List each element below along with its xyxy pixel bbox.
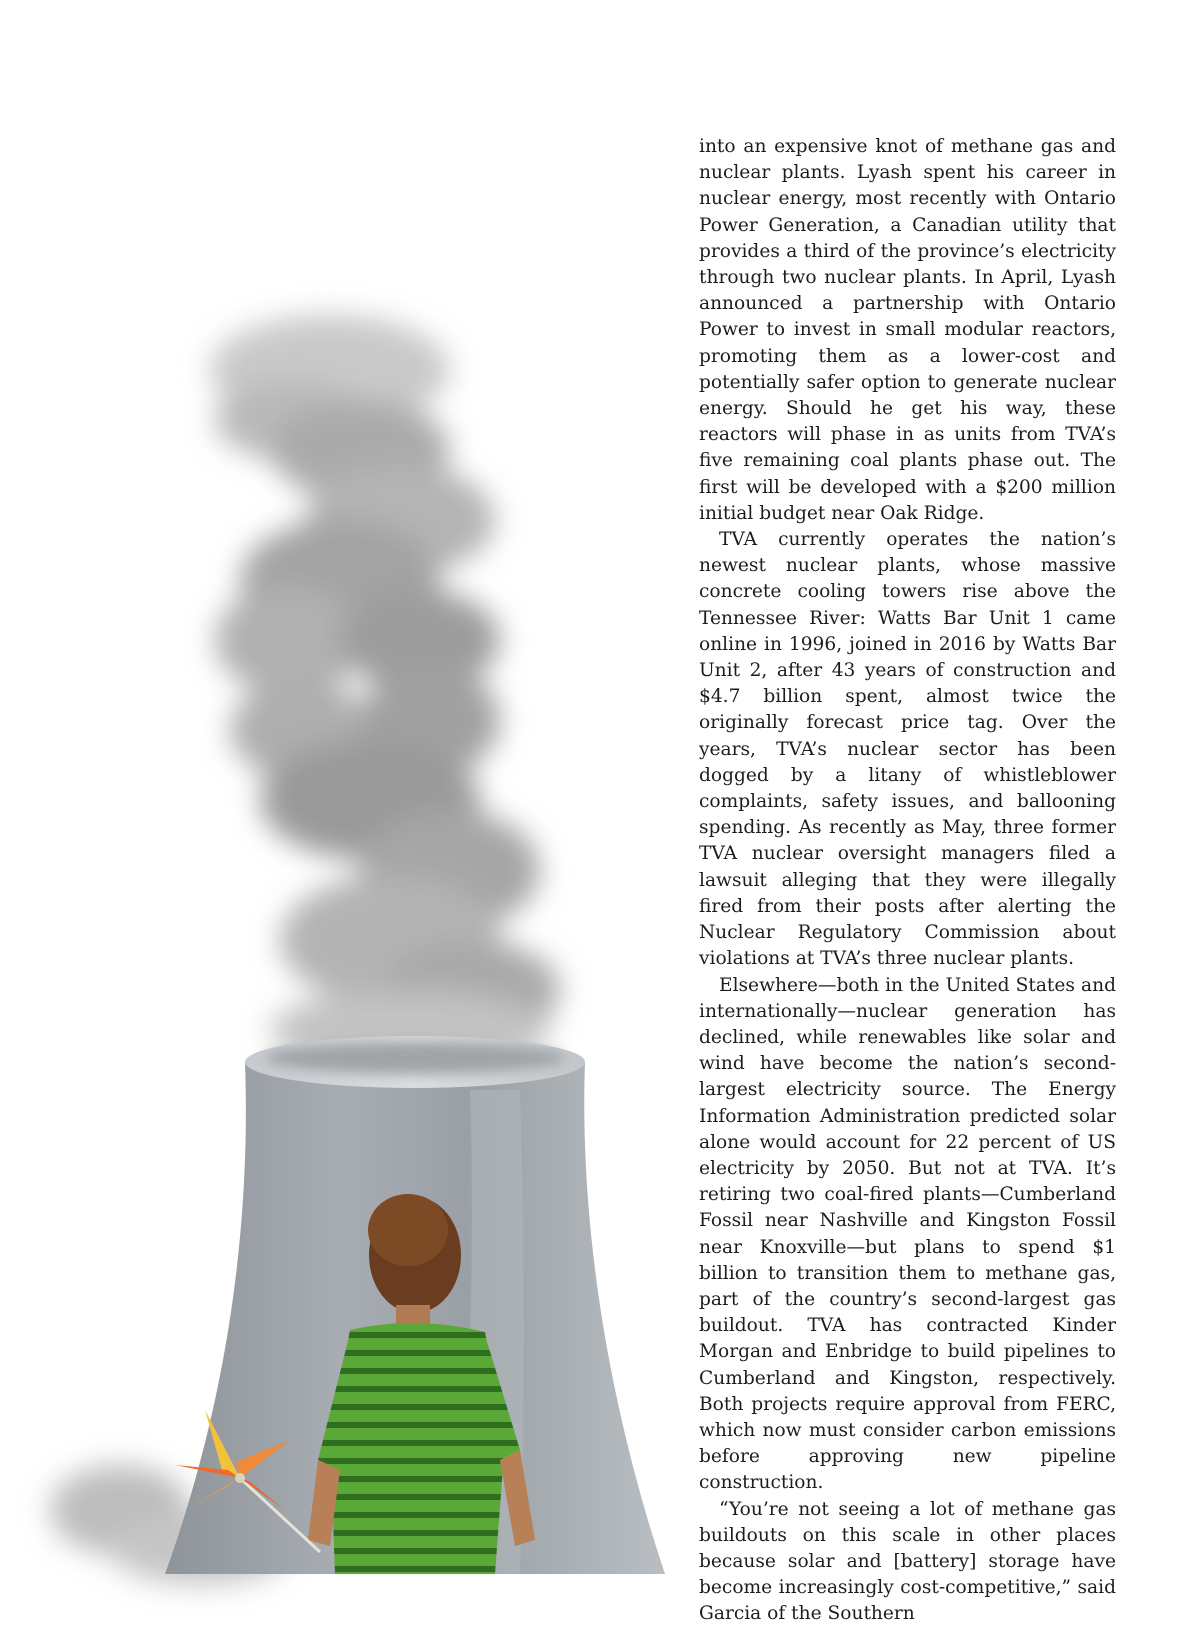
article-paragraph: into an expensive knot of methane gas and nuclear plants. Lyash spent his career in nuclear energy, most recently with Ontario Power Generation, a Canadian utility that provides a third of the province’s electricity through two nuclear plants. In April, Lyash announced a partnership with Ontario Power to invest in small modular reactors, promoting them as a lower-cost and potentially safer option to generate nuclear energy. Should he get his way, these reactors will phase in as units from TVA’s five remaining coal plants phase out. The first will be developed with a $200 million initial budget near Oak Ridge.	[699, 136, 1116, 524]
article-column	[699, 134, 1116, 1628]
article-paragraph: TVA currently operates the nation’s newest nuclear plants, whose massive concrete cooling towers rise above the Tennessee River: Watts Bar Unit 1 came online in 1996, joined in 2016 by Watts Bar Unit 2, after 43 years of construction and $4.7 billion spent, almost twice the originally forecast price tag. Over the years, TVA’s nuclear sector has been dogged by a litany of whistleblower complaints, safety issues, and ballooning spending. As recently as May, three former TVA nuclear oversight managers filed a lawsuit alleging that they were illegally fired from their posts after alerting the Nuclear Regulatory Commission about violations at TVA’s three nuclear plants.	[699, 529, 1116, 970]
article-paragraph: Elsewhere—both in the United States and internationally—nuclear generation has declined, while renewables like solar and wind have become the nation’s second-largest electricity source. The Energy Information Administration predicted solar alone would account for 22 percent of US electricity by 2050. But not at TVA. It’s retiring two coal-fired plants—Cumberland Fossil near Nashville and Kingston Fossil near Knoxville—but plans to spend $1 billion to transition them to methane gas, part of the country’s second-largest gas buildout. TVA has contracted Kinder Morgan and Enbridge to build pipelines to Cumberland and Kingston, respectively. Both projects require approval from FERC, which now must consider carbon emissions before approving new pipeline construction.	[699, 974, 1116, 1494]
article-paragraph: “You’re not seeing a lot of methane gas buildouts on this scale in other places because solar and [battery] storage have become increasingly cost-competitive,” said Garcia of the Southern	[699, 1498, 1116, 1625]
